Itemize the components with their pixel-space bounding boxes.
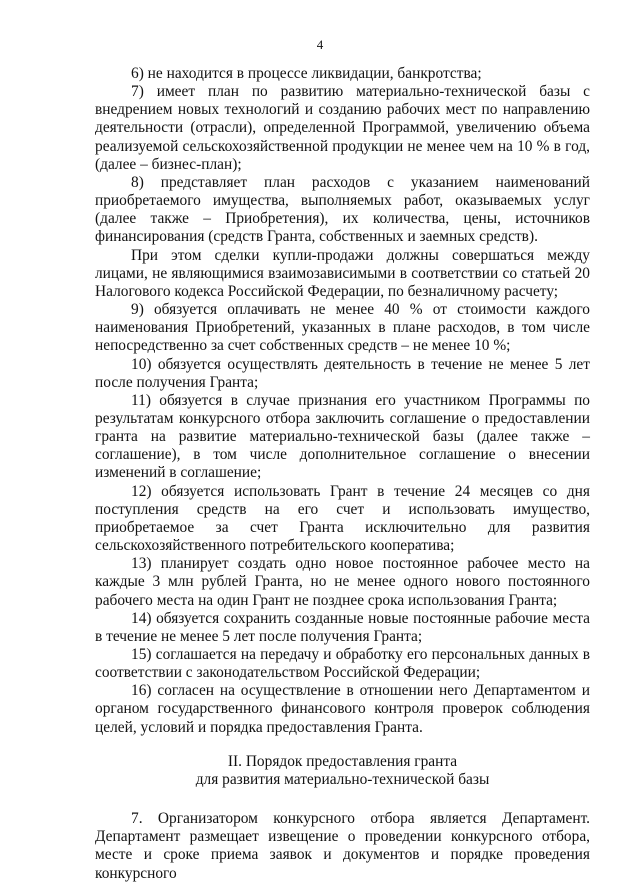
item-15-paragraph: 15) соглашается на передачу и обработку его персональных данных в соответствии с законодательством Российской Федерации; bbox=[95, 646, 590, 682]
item-6-paragraph: 6) не находится в процессе ликвидации, банкротства; bbox=[131, 65, 482, 82]
clause-7-paragraph: 7. Организатором конкурсного отбора является Департамент. Департамент размещает извещение о проведении конкурсного отбора, месте и сроке приема заявок и документов и порядке проведения конкурсного bbox=[95, 810, 590, 882]
section-heading bbox=[95, 753, 590, 789]
section-heading-line-2: для развития материально-технической базы bbox=[195, 770, 490, 788]
item-16-paragraph: 16) согласен на осуществление в отношении него Департаментом и органом государственного финансового контроля проверок соблюдения целей, условий и порядка предоставления Гранта. bbox=[95, 682, 590, 736]
document-body bbox=[95, 65, 590, 883]
item-12-paragraph: 12) обязуется использовать Грант в течение 24 месяцев со дня поступления средств на его счет и использовать имущество, приобретаемое за счет Гранта исключительно для развития сельскохозяйственного потребительского кооператива; bbox=[95, 482, 590, 555]
item-10-paragraph: 10) обязуется осуществлять деятельность в течение не менее 5 лет после получения Гранта; bbox=[95, 355, 590, 391]
transactions-paragraph: При этом сделки купли-продажи должны совершаться между лицами, не являющимися взаимозависимыми в соответствии со статьей 20 Налогового кодекса Российской Федерации, по безналичному расчету; bbox=[95, 246, 590, 300]
item-8-paragraph: 8) представляет план расходов с указанием наименований приобретаемого имущества, выполняемых работ, оказываемых услуг (далее также – Приобретения), их количества, цены, источников финансирования (средств Гранта, собственных и заемных средств). bbox=[95, 173, 590, 246]
item-13-paragraph: 13) планирует создать одно новое постоянное рабочее место на каждые 3 млн рублей Гранта, но не менее одного нового постоянного рабочего места на один Грант не позднее срока использования Гранта; bbox=[95, 555, 590, 609]
page-number: 4 bbox=[316, 37, 324, 52]
item-7-paragraph: 7) имеет план по развитию материально-технической базы с внедрением новых технологий и созданию рабочих мест по направлению деятельности (отрасли), определенной Программой, увеличению объема реализуемой сельскохозяйственной продукции не менее чем на 10 % в год, (далее – бизнес-план); bbox=[95, 83, 590, 173]
item-14-paragraph: 14) обязуется сохранить созданные новые постоянные рабочие места в течение не менее 5 лет после получения Гранта; bbox=[95, 609, 590, 645]
item-11-paragraph: 11) обязуется в случае признания его участником Программы по результатам конкурсного отбора заключить соглашение о предоставлении гранта на развитие материально-технической базы (далее также – соглашение), в том числе дополнительное соглашение о внесении изменений в соглашение; bbox=[95, 391, 590, 482]
section-heading-line-1: II. Порядок предоставления гранта bbox=[227, 752, 458, 770]
item-9-paragraph: 9) обязуется оплачивать не менее 40 % от стоимости каждого наименования Приобретений, указанных в плане расходов, в том числе непосредственно за счет собственных средств – не менее 10 %; bbox=[95, 301, 590, 355]
